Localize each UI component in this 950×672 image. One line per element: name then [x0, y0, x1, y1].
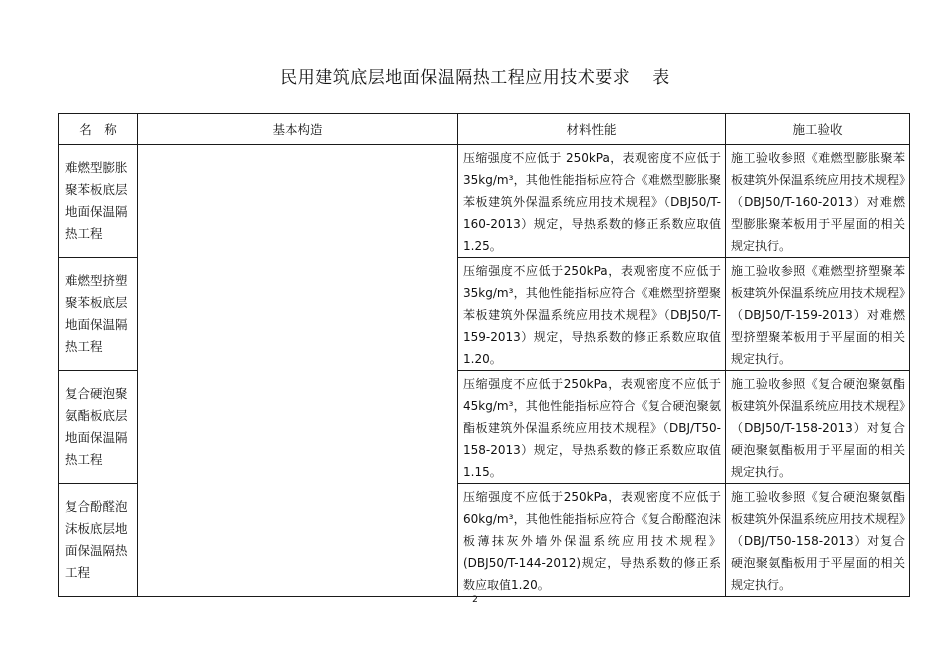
acceptance-cell: 施工验收参照《复合硬泡聚氨酯板建筑外保温系统应用技术规程》（DBJ50/T-158-2013）对复合硬泡聚氨酯板用于平屋面的相关规定执行。: [726, 371, 910, 484]
header-acceptance: 施工验收: [726, 114, 910, 145]
header-construction: 基本构造: [138, 114, 458, 145]
name-line: 面保温隔热: [65, 543, 128, 558]
name-line: 难燃型膨胀: [65, 160, 128, 175]
acceptance-cell: 施工验收参照《复合硬泡聚氨酯板建筑外保温系统应用技术规程》（DBJ/T50-158-2013）对复合硬泡聚氨酯板用于平屋面的相关规定执行。: [726, 484, 910, 597]
name-line: 氨酯板底层: [65, 408, 128, 423]
name-line: 热工程: [65, 226, 103, 241]
name-line: 地面保温隔: [65, 204, 128, 219]
name-line: 难燃型挤塑: [65, 273, 128, 288]
row-name: [59, 258, 138, 371]
name-line: 工程: [65, 565, 91, 580]
header-row: [59, 114, 910, 145]
name-line: 聚苯板底层: [65, 295, 128, 310]
name-line: 聚苯板底层: [65, 182, 128, 197]
header-material: 材料性能: [458, 114, 726, 145]
title-text: 民用建筑底层地面保温隔热工程应用技术要求: [280, 68, 631, 88]
acceptance-cell: 施工验收参照《难燃型挤塑聚苯板建筑外保温系统应用技术规程》（DBJ50/T-159-2013）对难燃型挤塑聚苯板用于平屋面的相关规定执行。: [726, 258, 910, 371]
construction-cell: [138, 145, 458, 597]
table-row: [59, 145, 910, 258]
name-line: 热工程: [65, 452, 103, 467]
title-suffix: 表: [652, 68, 670, 88]
page-number: 2: [472, 595, 478, 605]
row-name: [59, 371, 138, 484]
material-cell: 压缩强度不应低于250kPa，表观密度不应低于 60kg/m³，其他性能指标应符合《复合酚醛泡沫板薄抹灰外墙外保温系统应用技术规程》(DBJ50/T-144-2012)规定，导热系数的修正系数应取值1.20。: [458, 484, 726, 597]
name-line: 复合酚醛泡: [65, 499, 128, 514]
row-name: [59, 484, 138, 597]
material-cell: 压缩强度不应低于250kPa，表观密度不应低于 45kg/m³，其他性能指标应符合《复合硬泡聚氨酯板建筑外保温系统应用技术规程》（DBJ/T50-158-2013）规定，导热系数的修正系数应取值 1.15。: [458, 371, 726, 484]
name-line: 地面保温隔: [65, 317, 128, 332]
header-name: 名 称: [59, 114, 138, 145]
name-line: 沫板底层地: [65, 521, 128, 536]
material-cell: 压缩强度不应低于 250kPa，表观密度不应低于 35kg/m³，其他性能指标应符合《难燃型膨胀聚苯板建筑外保温系统应用技术规程》（DBJ50/T-160-2013）规定，导热系数的修正系数应取值 1.25。: [458, 145, 726, 258]
requirements-table: [58, 113, 910, 597]
row-name: [59, 145, 138, 258]
name-line: 复合硬泡聚: [65, 386, 128, 401]
material-cell: 压缩强度不应低于250kPa，表观密度不应低于 35kg/m³，其他性能指标应符合《难燃型挤塑聚苯板建筑外保温系统应用技术规程》（DBJ50/T-159-2013）规定，导热系数的修正系数应取值 1.20。: [458, 258, 726, 371]
document-title: [0, 63, 950, 88]
name-line: 地面保温隔: [65, 430, 128, 445]
acceptance-cell: 施工验收参照《难燃型膨胀聚苯板建筑外保温系统应用技术规程》（DBJ50/T-160-2013）对难燃型膨胀聚苯板用于平屋面的相关规定执行。: [726, 145, 910, 258]
name-line: 热工程: [65, 339, 103, 354]
